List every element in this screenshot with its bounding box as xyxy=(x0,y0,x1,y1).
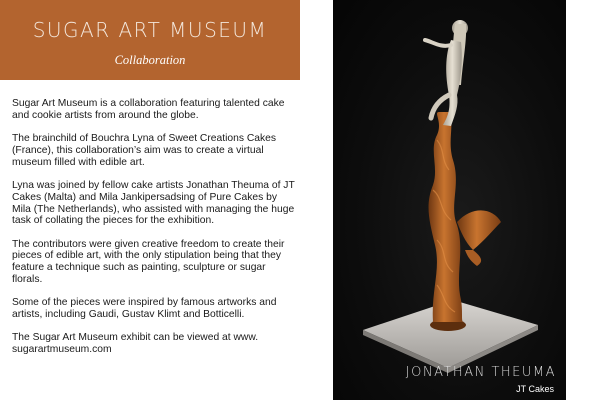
bronze-fin xyxy=(457,210,501,250)
article-paragraph: The Sugar Art Museum exhibit can be viewed at www. sugarartmuseum.com xyxy=(12,332,259,356)
article-paragraph: Some of the pieces were inspired by famous artworks and artists, including Gaudi, Gustav Klimt and Botticelli. xyxy=(12,297,277,321)
sculpture-photo xyxy=(333,0,566,400)
studio-name: JT Cakes xyxy=(516,384,554,394)
article-paragraph: The contributors were given creative freedom to create their pieces of edible art, with the only stipulation being that they feature a technique such as painting, sculpture or sugar florals. xyxy=(12,238,285,286)
artist-name: JONATHAN THEUMA xyxy=(405,365,556,380)
bronze-column xyxy=(429,112,463,322)
page-title: SUGAR ART MUSEUM xyxy=(32,18,268,42)
sugar-sculpture-illustration xyxy=(333,0,566,400)
article-paragraph: The brainchild of Bouchra Lyna of Sweet Creations Cakes (France), this collaboration’s aim was to create a virtual museum filled with edible art. xyxy=(12,133,277,168)
figure-arm xyxy=(425,40,451,46)
bronze-fin-tail xyxy=(465,250,481,266)
article-paragraph: Lyna was joined by fellow cake artists Jonathan Theuma of JT Cakes (Malta) and Mila Jankipersadsing of Pure Cakes by Mila (The Netherlands), who assisted with managing the huge task of collating the pieces for the exhibition. xyxy=(12,179,295,227)
header-banner xyxy=(0,0,300,80)
article-paragraph: Sugar Art Museum is a collaboration featuring talented cake and cookie artists from around the globe. xyxy=(12,98,285,121)
article-body xyxy=(12,98,297,368)
page-subtitle: Collaboration xyxy=(114,53,186,67)
